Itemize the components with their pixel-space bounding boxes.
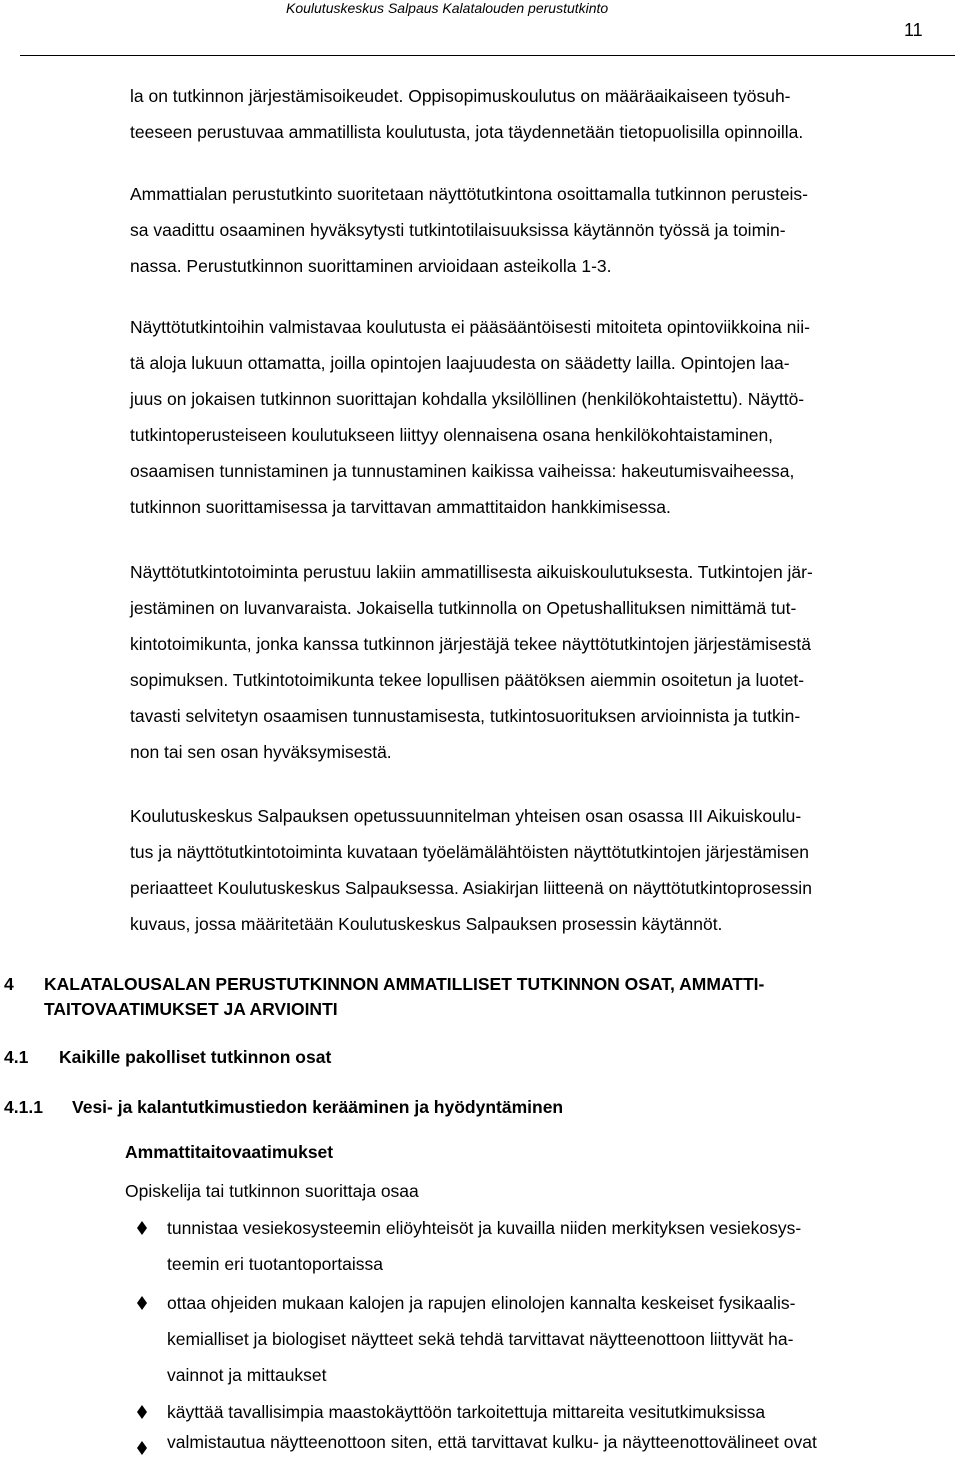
paragraph-line: tus ja näyttötutkintotoiminta kuvataan työelämälähtöisten näyttötutkintojen järjestämisen [130,842,809,862]
paragraph-line: non tai sen osan hyväksymisestä. [130,742,392,762]
list-item [167,1210,801,1282]
list-item [167,1285,795,1393]
diamond-bullet-icon [137,1221,147,1235]
paragraph-line: Näyttötutkintoihin valmistavaa koulutusta ei pääsääntöisesti mitoiteta opintoviikkoina nii- [130,317,810,337]
paragraph-line: tavasti selvitetyn osaamisen tunnustamisesta, tutkintosuorituksen arvioinnista ja tutkin- [130,706,801,726]
diamond-bullet-icon [137,1296,147,1310]
list-item-line: kemialliset ja biologiset näytteet sekä tehdä tarvittavat näytteenottoon liittyvät ha- [167,1329,794,1349]
list-item-line: vainnot ja mittaukset [167,1365,327,1385]
paragraph-line: sopimuksen. Tutkintotoimikunta tekee lopullisen päätöksen aiemmin osoitetun ja luotet- [130,670,805,690]
header-title: Koulutuskeskus Salpaus Kalatalouden perustutkinto [286,0,609,16]
paragraph-2 [130,176,960,284]
list-item-line: valmistautua näytteenottoon siten, että tarvittavat kulku- ja näytteenottovälineet ovat [167,1432,817,1452]
section-number: 4.1.1 [4,1097,43,1117]
paragraph-line: tä aloja lukuun ottamatta, joilla opintojen laajuudesta on säädetty lailla. Opintojen laa- [130,353,790,373]
diamond-bullet-icon [137,1441,147,1455]
paragraph-line: juus on jokaisen tutkinnon suorittajan kohdalla yksilöllinen (henkilökohtaistettu). Näyttö- [130,389,805,409]
paragraph-line: tutkinnon suorittamisessa ja tarvittavan ammattitaidon hankkimisessa. [130,497,671,517]
diamond-bullet-icon [137,1405,147,1419]
header-divider [20,55,955,56]
paragraph-line: kintotoimikunta, jonka kanssa tutkinnon järjestäjä tekee näyttötutkintojen järjestämisestä [130,634,811,654]
paragraph-line: Ammattialan perustutkinto suoritetaan näyttötutkintona osoittamalla tutkinnon perusteis- [130,184,809,204]
requirements-intro: Opiskelija tai tutkinnon suorittaja osaa [125,1181,419,1201]
paragraph-1 [130,78,960,150]
paragraph-line: Näyttötutkintotoiminta perustuu lakiin ammatillisesta aikuiskoulutuksesta. Tutkintojen jär- [130,562,813,582]
chapter-title-line: TAITOVAATIMUKSET JA ARVIOINTI [44,999,338,1019]
paragraph-4 [130,554,960,770]
page-number: 11 [904,20,923,40]
paragraph-line: osaamisen tunnistaminen ja tunnustaminen kaikissa vaiheissa: hakeutumisvaiheessa, [130,461,795,481]
chapter-number: 4 [4,974,14,994]
requirements-heading: Ammattitaitovaatimukset [125,1142,334,1162]
paragraph-line: tutkintoperusteiseen koulutukseen liittyy olennaisena osana henkilökohtaistaminen, [130,425,774,445]
section-title: Kaikille pakolliset tutkinnon osat [59,1047,332,1067]
chapter-title-line: KALATALOUSALAN PERUSTUTKINNON AMMATILLISET TUTKINNON OSAT, AMMATTI- [44,974,765,994]
list-item-line: käyttää tavallisimpia maastokäyttöön tarkoitettuja mittareita vesitutkimuksissa [167,1402,766,1422]
paragraph-line: Koulutuskeskus Salpauksen opetussuunnitelman yhteisen osan osassa III Aikuiskoulu- [130,806,802,826]
section-title: Vesi- ja kalantutkimustiedon kerääminen ja hyödyntäminen [72,1097,564,1117]
paragraph-line: jestäminen on luvanvaraista. Jokaisella tutkinnolla on Opetushallituksen nimittämä tut- [130,598,797,618]
list-item-line: tunnistaa vesiekosysteemin eliöyhteisöt ja kuvailla niiden merkityksen vesiekosys- [167,1218,802,1238]
paragraph-line: teeseen perustuvaa ammatillista koulutusta, jota täydennetään tietopuolisilla opinnoilla. [130,122,804,142]
list-item [167,1424,817,1460]
paragraph-3 [130,309,960,525]
paragraph-line: kuvaus, jossa määritetään Koulutuskeskus Salpauksen prosessin käytännöt. [130,914,723,934]
section-number: 4.1 [4,1047,29,1067]
paragraph-line: la on tutkinnon järjestämisoikeudet. Oppisopimuskoulutus on määräaikaiseen työsuh- [130,86,791,106]
paragraph-line: nassa. Perustutkinnon suorittaminen arvioidaan asteikolla 1-3. [130,256,612,276]
list-item-line: teemin eri tuotantoportaissa [167,1254,383,1274]
paragraph-line: periaatteet Koulutuskeskus Salpauksessa. Asiakirjan liitteenä on näyttötutkintoprosessin [130,878,812,898]
list-item-line: ottaa ohjeiden mukaan kalojen ja rapujen elinolojen kannalta keskeiset fysikaalis- [167,1293,796,1313]
paragraph-line: sa vaadittu osaaminen hyväksytysti tutkintotilaisuuksissa käytännön työssä ja toimin- [130,220,786,240]
paragraph-5 [130,798,960,942]
